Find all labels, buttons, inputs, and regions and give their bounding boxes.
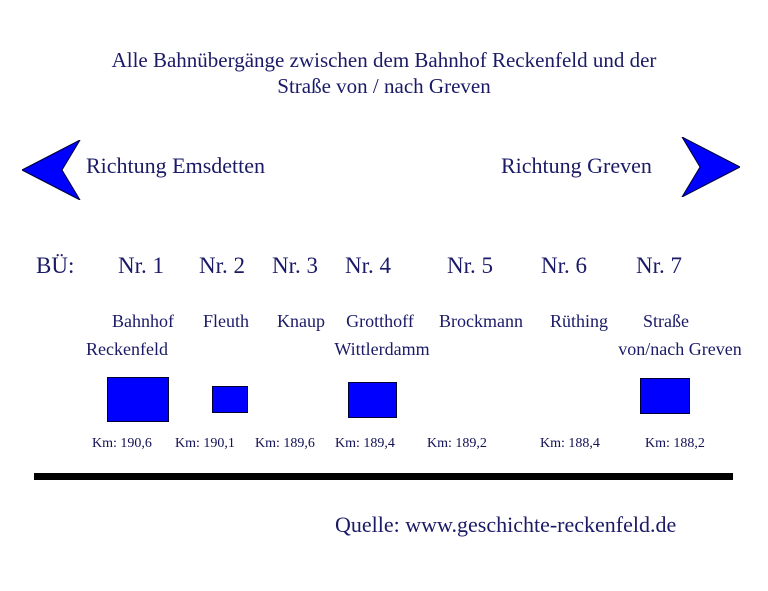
crossing-name-3: Knaup bbox=[277, 311, 325, 331]
crossing-name-7: Straße bbox=[643, 311, 689, 331]
diagram-title bbox=[0, 47, 768, 99]
crossing-number-7: Nr. 7 bbox=[636, 253, 682, 278]
crossing-km-2: Km: 190,1 bbox=[175, 436, 235, 451]
title-line-2: Straße von / nach Greven bbox=[277, 74, 491, 98]
direction-right-label: Richtung Greven bbox=[501, 153, 652, 178]
crossing-marker-1 bbox=[107, 377, 169, 422]
source-credit: Quelle: www.geschichte-reckenfeld.de bbox=[335, 512, 677, 537]
crossing-km-7: Km: 188,2 bbox=[645, 436, 705, 451]
crossing-km-3: Km: 189,6 bbox=[255, 436, 315, 451]
railway-track-line bbox=[34, 473, 733, 480]
crossing-number-6: Nr. 6 bbox=[541, 253, 587, 278]
crossing-number-4: Nr. 4 bbox=[345, 253, 391, 278]
crossing-marker-4 bbox=[348, 382, 397, 418]
crossing-km-4: Km: 189,4 bbox=[335, 436, 395, 451]
crossing-number-5: Nr. 5 bbox=[447, 253, 493, 278]
crossing-name-6: Rüthing bbox=[549, 311, 608, 331]
crossing-name-5: Brockmann bbox=[439, 311, 523, 331]
arrow-left-icon bbox=[22, 140, 82, 200]
crossing-km-5: Km: 189,2 bbox=[427, 436, 487, 451]
title-line-1: Alle Bahnübergänge zwischen dem Bahnhof Reckenfeld und der bbox=[111, 48, 657, 72]
crossing-km-1: Km: 190,6 bbox=[92, 436, 152, 451]
crossing-number-2: Nr. 2 bbox=[199, 253, 245, 278]
crossing-name-4b: Wittlerdamm bbox=[334, 339, 430, 359]
crossing-number-3: Nr. 3 bbox=[272, 253, 318, 278]
crossing-name-4: Grotthoff bbox=[346, 311, 414, 331]
direction-left-label: Richtung Emsdetten bbox=[86, 153, 266, 178]
crossing-km-6: Km: 188,4 bbox=[540, 436, 600, 451]
crossing-marker-7 bbox=[640, 378, 690, 414]
crossing-marker-2 bbox=[212, 386, 248, 413]
crossing-name-7b: von/nach Greven bbox=[618, 339, 742, 359]
crossing-number-1: Nr. 1 bbox=[118, 253, 164, 278]
crossing-name-2: Fleuth bbox=[202, 311, 249, 331]
crossing-name-1-line1: Bahnhof bbox=[112, 311, 174, 331]
arrow-right-icon bbox=[680, 137, 740, 197]
crossing-name-1b: Reckenfeld bbox=[86, 339, 168, 359]
bu-label: BÜ: bbox=[36, 253, 75, 278]
